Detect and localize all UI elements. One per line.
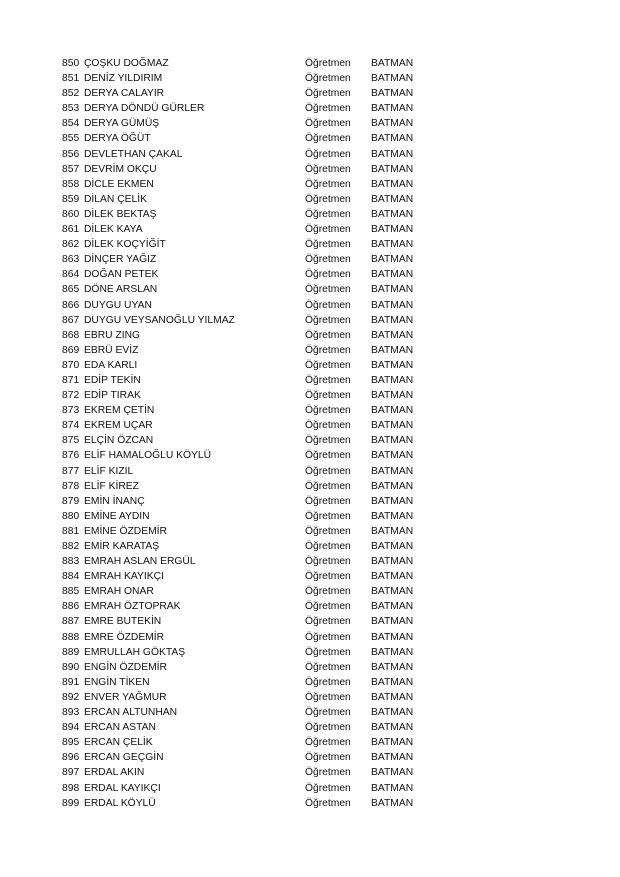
row-number: 871 (62, 374, 80, 386)
person-name: EMRAH ÖZTOPRAK (84, 601, 181, 613)
city: BATMAN (371, 224, 414, 236)
person-name: EMRAH ONAR (84, 586, 154, 598)
role: Öğretmen (305, 73, 351, 85)
row-number: 891 (62, 676, 80, 688)
role: Öğretmen (305, 359, 351, 371)
city: BATMAN (371, 314, 414, 326)
city: BATMAN (371, 586, 414, 598)
person-name: DİNÇER YAĞIZ (84, 254, 157, 266)
row-number: 889 (62, 646, 80, 658)
role: Öğretmen (305, 737, 351, 749)
row-number: 894 (62, 722, 80, 734)
row-number: 862 (62, 239, 80, 251)
role: Öğretmen (305, 299, 351, 311)
role: Öğretmen (305, 782, 351, 794)
person-name: ENGİN ÖZDEMİR (84, 661, 167, 673)
person-name: DOĞAN PETEK (84, 269, 159, 281)
role: Öğretmen (305, 586, 351, 598)
role: Öğretmen (305, 118, 351, 130)
city: BATMAN (371, 254, 414, 266)
city: BATMAN (371, 435, 414, 447)
person-name: DİCLE EKMEN (84, 178, 154, 190)
person-name: EMİNE ÖZDEMİR (84, 525, 167, 537)
role: Öğretmen (305, 163, 351, 175)
person-name: EMRE ÖZDEMİR (84, 631, 165, 643)
row-number: 881 (62, 525, 80, 537)
person-name: EMRE BUTEKİN (84, 616, 162, 628)
city: BATMAN (371, 329, 414, 341)
city: BATMAN (371, 88, 414, 100)
role: Öğretmen (305, 450, 351, 462)
row-number: 857 (62, 163, 80, 175)
city: BATMAN (371, 405, 414, 417)
city: BATMAN (371, 420, 414, 432)
role: Öğretmen (305, 525, 351, 537)
row-number: 852 (62, 88, 80, 100)
city: BATMAN (371, 616, 414, 628)
role: Öğretmen (305, 571, 351, 583)
city: BATMAN (371, 133, 414, 145)
role: Öğretmen (305, 314, 351, 326)
row-number: 893 (62, 707, 80, 719)
role: Öğretmen (305, 224, 351, 236)
row-number: 850 (62, 58, 80, 69)
role: Öğretmen (305, 239, 351, 251)
person-name: ERCAN ÇELİK (84, 737, 153, 749)
city: BATMAN (371, 722, 414, 734)
row-number: 855 (62, 133, 80, 145)
city: BATMAN (371, 541, 414, 552)
row-number: 863 (62, 254, 80, 266)
row-number: 886 (62, 601, 80, 613)
row-number: 864 (62, 269, 80, 281)
row-number: 883 (62, 556, 80, 568)
role: Öğretmen (305, 661, 351, 673)
person-name: DEVLETHAN ÇAKAL (84, 148, 183, 160)
row-number: 878 (62, 480, 80, 492)
person-name: DERYA GÜMÜŞ (84, 118, 160, 130)
row-number: 898 (62, 782, 80, 794)
role: Öğretmen (305, 178, 351, 190)
row-number: 859 (62, 193, 80, 205)
person-name: EMİR KARATAŞ (84, 541, 160, 552)
role: Öğretmen (305, 691, 351, 703)
person-name: DİLEK BEKTAŞ (84, 208, 157, 220)
row-number: 861 (62, 224, 80, 236)
city: BATMAN (371, 103, 414, 115)
row-number: 868 (62, 329, 80, 341)
city: BATMAN (371, 737, 414, 749)
row-number: 873 (62, 405, 80, 417)
person-name: ERDAL AKIN (84, 767, 145, 779)
row-number: 896 (62, 752, 80, 764)
person-name: EDİP TIRAK (84, 390, 141, 402)
role: Öğretmen (305, 541, 351, 552)
city: BATMAN (371, 178, 414, 190)
person-name: ENGİN TİKEN (84, 676, 150, 688)
role: Öğretmen (305, 510, 351, 522)
person-name: DÖNE ARSLAN (84, 284, 158, 296)
city: BATMAN (371, 601, 414, 613)
person-name: ELÇİN ÖZCAN (84, 435, 154, 447)
role: Öğretmen (305, 601, 351, 613)
person-name: EDA KARLI (84, 359, 138, 371)
city: BATMAN (371, 571, 414, 583)
role: Öğretmen (305, 390, 351, 402)
city: BATMAN (371, 510, 414, 522)
role: Öğretmen (305, 374, 351, 386)
city: BATMAN (371, 525, 414, 537)
role: Öğretmen (305, 676, 351, 688)
row-number: 879 (62, 495, 80, 507)
row-number: 895 (62, 737, 80, 749)
city: BATMAN (371, 782, 414, 794)
city: BATMAN (371, 118, 414, 130)
city: BATMAN (371, 73, 414, 85)
role: Öğretmen (305, 631, 351, 643)
person-name: ERDAL KAYIKÇI (84, 782, 161, 794)
city: BATMAN (371, 299, 414, 311)
row-number: 858 (62, 178, 80, 190)
row-number: 899 (62, 797, 80, 809)
role: Öğretmen (305, 148, 351, 160)
role: Öğretmen (305, 133, 351, 145)
row-number: 872 (62, 390, 80, 402)
city: BATMAN (371, 450, 414, 462)
role: Öğretmen (305, 329, 351, 341)
row-number: 875 (62, 435, 80, 447)
row-number: 887 (62, 616, 80, 628)
person-name: DİLAN ÇELİK (84, 193, 147, 205)
city: BATMAN (371, 344, 414, 356)
role: Öğretmen (305, 435, 351, 447)
person-name: DENİZ YILDIRIM (84, 73, 163, 85)
city: BATMAN (371, 646, 414, 658)
city: BATMAN (371, 193, 414, 205)
role: Öğretmen (305, 254, 351, 266)
row-number: 897 (62, 767, 80, 779)
person-name: EMİN İNANÇ (84, 495, 145, 507)
role: Öğretmen (305, 480, 351, 492)
row-number: 866 (62, 299, 80, 311)
role: Öğretmen (305, 646, 351, 658)
city: BATMAN (371, 163, 414, 175)
row-number: 874 (62, 420, 80, 432)
row-number: 867 (62, 314, 80, 326)
role: Öğretmen (305, 208, 351, 220)
row-number: 854 (62, 118, 80, 130)
person-name: ÇOŞKU DOĞMAZ (84, 58, 169, 69)
row-number: 870 (62, 359, 80, 371)
row-number: 892 (62, 691, 80, 703)
city: BATMAN (371, 631, 414, 643)
city: BATMAN (371, 676, 414, 688)
role: Öğretmen (305, 616, 351, 628)
role: Öğretmen (305, 269, 351, 281)
role: Öğretmen (305, 405, 351, 417)
person-name: DERYA CALAYIR (84, 88, 165, 100)
role: Öğretmen (305, 797, 351, 809)
row-number: 856 (62, 148, 80, 160)
role: Öğretmen (305, 193, 351, 205)
row-number: 880 (62, 510, 80, 522)
person-name: ELİF KİREZ (84, 480, 139, 492)
role: Öğretmen (305, 88, 351, 100)
person-name: EMRULLAH GÖKTAŞ (84, 646, 186, 658)
person-name: ERDAL KÖYLÜ (84, 797, 156, 809)
row-number: 860 (62, 208, 80, 220)
person-name: EBRU ZING (84, 329, 141, 341)
city: BATMAN (371, 707, 414, 719)
person-name: ERCAN GEÇGİN (84, 752, 164, 764)
city: BATMAN (371, 374, 414, 386)
person-name: DUYGU UYAN (84, 299, 152, 311)
row-number: 888 (62, 631, 80, 643)
person-name: DİLEK KOÇYİĞİT (84, 239, 166, 251)
person-name: EMRAH ASLAN ERGÜL (84, 556, 196, 568)
city: BATMAN (371, 767, 414, 779)
city: BATMAN (371, 58, 414, 69)
role: Öğretmen (305, 707, 351, 719)
role: Öğretmen (305, 420, 351, 432)
role: Öğretmen (305, 556, 351, 568)
role: Öğretmen (305, 58, 351, 69)
person-name: ENVER YAĞMUR (84, 691, 167, 703)
person-name: DİLEK KAYA (84, 224, 143, 236)
person-name: EKREM ÇETİN (84, 405, 155, 417)
row-number: 877 (62, 465, 80, 477)
person-name: EMRAH KAYIKÇI (84, 571, 164, 583)
role: Öğretmen (305, 767, 351, 779)
row-number: 882 (62, 541, 80, 552)
city: BATMAN (371, 480, 414, 492)
city: BATMAN (371, 148, 414, 160)
role: Öğretmen (305, 344, 351, 356)
city: BATMAN (371, 556, 414, 568)
row-number: 890 (62, 661, 80, 673)
person-name: DERYA DÖNDÜ GÜRLER (84, 103, 205, 115)
city: BATMAN (371, 390, 414, 402)
person-name: DERYA ÖĞÜT (84, 133, 151, 145)
person-name: EDİP TEKİN (84, 374, 141, 386)
city: BATMAN (371, 269, 414, 281)
person-name: ELİF KIZIL (84, 465, 134, 477)
person-name: EBRÜ EVİZ (84, 344, 139, 356)
row-number: 884 (62, 571, 80, 583)
person-name: ERCAN ASTAN (84, 722, 156, 734)
row-number: 876 (62, 450, 80, 462)
city: BATMAN (371, 284, 414, 296)
city: BATMAN (371, 208, 414, 220)
role: Öğretmen (305, 103, 351, 115)
person-name: EMİNE AYDIN (84, 510, 150, 522)
row-number: 869 (62, 344, 80, 356)
person-name: EKREM UÇAR (84, 420, 153, 432)
city: BATMAN (371, 797, 414, 809)
city: BATMAN (371, 359, 414, 371)
city: BATMAN (371, 495, 414, 507)
city: BATMAN (371, 752, 414, 764)
city: BATMAN (371, 661, 414, 673)
row-number: 851 (62, 73, 80, 85)
row-number: 885 (62, 586, 80, 598)
role: Öğretmen (305, 465, 351, 477)
person-name: DUYGU VEYSANOĞLU YILMAZ (84, 314, 235, 326)
person-name: ERCAN ALTUNHAN (84, 707, 178, 719)
role: Öğretmen (305, 495, 351, 507)
person-name: ELİF HAMALOĞLU KÖYLÜ (84, 450, 212, 462)
role: Öğretmen (305, 722, 351, 734)
city: BATMAN (371, 239, 414, 251)
city: BATMAN (371, 465, 414, 477)
row-number: 853 (62, 103, 80, 115)
city: BATMAN (371, 691, 414, 703)
role: Öğretmen (305, 752, 351, 764)
person-name: DEVRİM OKÇU (84, 163, 157, 175)
row-number: 865 (62, 284, 80, 296)
role: Öğretmen (305, 284, 351, 296)
